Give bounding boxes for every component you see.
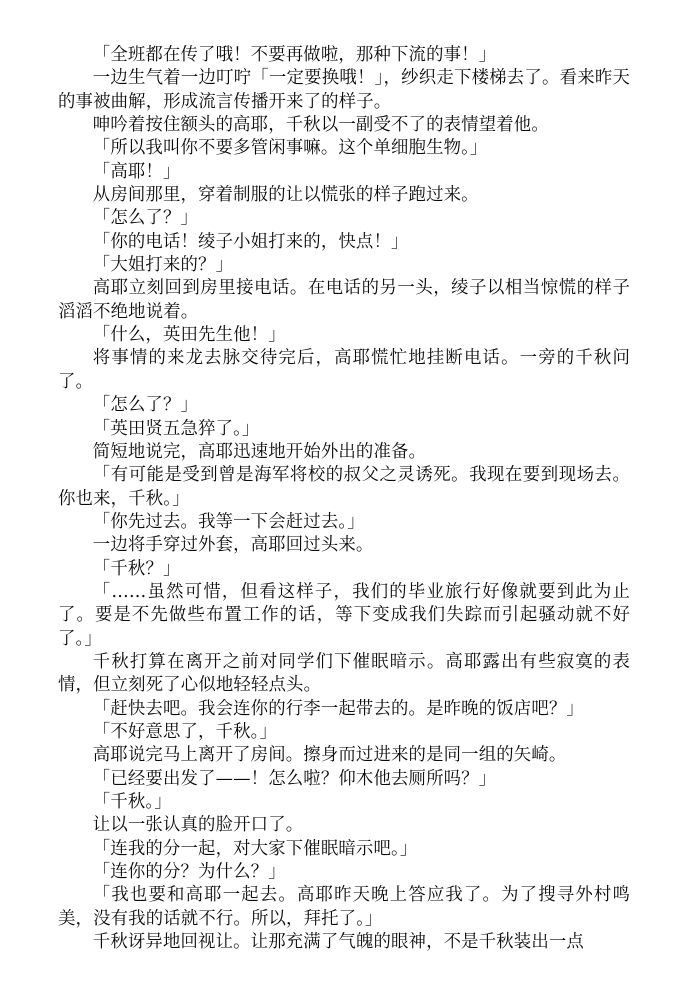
paragraph: 从房间那里，穿着制服的让以慌张的样子跑过来。 [92,185,479,206]
paragraph: 「赶快去吧。我会连你的行李一起带去的。是昨晚的饭店吧？」 [92,698,584,719]
paragraph: 「怎么了？」 [92,395,199,416]
paragraph: 「有可能是受到曾是海军将校的叔父之灵诱死。我现在要到现场去。你也来，千秋。」 [58,465,630,509]
paragraph: 「不好意思了，千秋。」 [92,721,278,742]
paragraph: 千秋打算在离开之前对同学们下催眠暗示。高耶露出有些寂寞的表情，但立刻死了心似地轻轻点头。 [58,651,630,696]
paragraph: 「连我的分一起，对大家下催眠暗示吧。」 [92,838,418,859]
paragraph: 「高耶！」 [92,161,181,182]
paragraph: 「……虽然可惜，但看这样子，我们的毕业旅行好像就要到此为止了。要是不先做些布置工作的话，等下变成我们失踪而引起骚动就不好了。」 [58,581,630,649]
paragraph: 「你的电话！绫子小姐打来的，快点！」 [92,231,409,252]
paragraph: 一边将手穿过外套，高耶回过头来。 [92,535,374,556]
paragraph: 「全班都在传了哦！不要再做啦，那种下流的事！」 [92,45,497,65]
paragraph: 「千秋？」 [92,558,181,579]
paragraph: 一边生气着一边叮咛「一定要换哦！」，纱织走下楼梯去了。看来昨天的事被曲解，形成流言传播开来了的样子。 [58,68,630,112]
paragraph: 「千秋。」 [92,792,172,812]
paragraph: 「英田贤五急猝了。」 [92,418,260,439]
paragraph: 高耶说完马上离开了房间。擦身而过进来的是同一组的矢崎。 [92,745,567,766]
paragraph: 「已经要出发了——！怎么啦？仰木他去厕所吗？」 [92,768,497,789]
paragraph: 「连你的分？为什么？」 [92,862,286,883]
paragraph: 「大姐打来的？」 [92,255,234,276]
paragraph: 让以一张认真的脸开口了。 [92,815,304,836]
paragraph: 「我也要和高耶一起去。高耶昨天晚上答应我了。为了搜寻外村鸣美，没有我的话就不行。所以，拜托了。」 [58,885,630,929]
paragraph: 简短地说完，高耶迅速地开始外出的准备。 [92,441,427,462]
paragraph: 「你先过去。我等一下会赶过去。」 [92,511,365,532]
paragraph: 千秋讶异地回视让。让那充满了气魄的眼神，不是千秋装出一点 [92,932,584,953]
paragraph: 「什么，英田先生他！」 [92,325,286,346]
paragraph: 高耶立刻回到房里接电话。在电话的另一头，绫子以相当惊慌的样子滔滔不绝地说着。 [58,278,630,322]
paragraph: 呻吟着按住额头的高耶，千秋以一副受不了的表情望着他。 [92,115,549,136]
paragraph: 「所以我叫你不要多管闲事嘛。这个单细胞生物。」 [92,138,488,159]
paragraph: 将事情的来龙去脉交待完后，高耶慌忙地挂断电话。一旁的千秋问了。 [58,348,630,392]
paragraph: 「怎么了？」 [92,208,199,229]
novel-text-body [58,44,630,954]
